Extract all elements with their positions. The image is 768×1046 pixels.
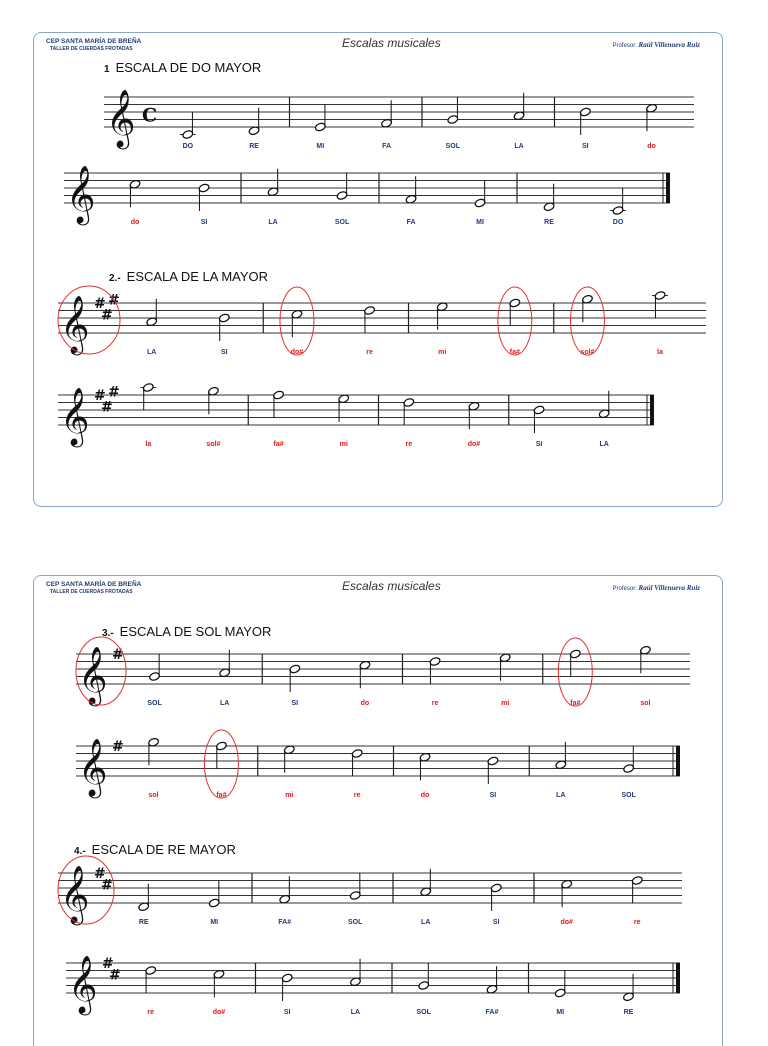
note-label: SOL bbox=[621, 792, 636, 799]
treble-clef: 𝄞 bbox=[106, 89, 136, 147]
highlight-circle bbox=[498, 287, 532, 355]
sheet-title: Escalas musicales bbox=[342, 579, 441, 593]
note-label: fa# bbox=[216, 792, 227, 799]
professor: Profesor: Raúl Villenueva Ruiz bbox=[612, 41, 700, 49]
time-signature: C bbox=[142, 104, 158, 127]
note-label: sol# bbox=[206, 441, 221, 448]
sharp-sign: # bbox=[112, 647, 124, 663]
note-label: mi bbox=[438, 349, 447, 356]
treble-clef: 𝄞 bbox=[66, 165, 96, 223]
note-label: RE bbox=[138, 919, 149, 926]
sharp-sign: # bbox=[109, 967, 121, 984]
staff-la-desc bbox=[56, 383, 661, 455]
professor: Profesor: Raúl Villenueva Ruiz bbox=[612, 584, 700, 592]
note-label: SI bbox=[489, 792, 497, 799]
note-label: LA bbox=[220, 700, 230, 707]
note-label: LA bbox=[421, 919, 431, 926]
note-label: FA bbox=[382, 143, 392, 150]
note-label: SI bbox=[582, 143, 589, 150]
sharp-sign: # bbox=[112, 739, 124, 755]
scale-title-do: 1 ESCALA DE DO MAYOR bbox=[104, 60, 262, 75]
note-label: DO bbox=[182, 143, 194, 150]
treble-clef: 𝄞 bbox=[78, 738, 108, 796]
note-label: SOL bbox=[147, 700, 162, 707]
final-bar-thick bbox=[650, 395, 654, 425]
note-label: LA bbox=[147, 349, 157, 356]
note-label: SOL bbox=[445, 143, 461, 150]
note-label: do# bbox=[212, 1009, 226, 1016]
scale-title-re: 4.- ESCALA DE RE MAYOR bbox=[74, 842, 236, 857]
sharp-sign: # bbox=[101, 399, 113, 416]
note-label: re bbox=[405, 441, 413, 448]
note-label: re bbox=[366, 349, 373, 356]
note-label: sol bbox=[640, 700, 651, 707]
note-label: do# bbox=[290, 349, 304, 356]
treble-clef: 𝄞 bbox=[68, 955, 98, 1013]
note-label: la bbox=[145, 441, 152, 448]
scale-title-sol: 3.- ESCALA DE SOL MAYOR bbox=[102, 624, 272, 639]
note-label: SI bbox=[492, 919, 500, 926]
worksheet-1 bbox=[33, 32, 723, 507]
staff-re-asc bbox=[56, 861, 686, 933]
staff-la-asc bbox=[56, 291, 711, 363]
school-name: CEP SANTA MARÍA DE BREÑA bbox=[46, 38, 142, 45]
workshop-name: TALLER DE CUERDAS FROTADAS bbox=[50, 46, 133, 52]
highlight-circle bbox=[204, 730, 238, 798]
note-label: SOL bbox=[416, 1009, 431, 1016]
note-label: sol# bbox=[580, 349, 595, 356]
note-label: SI bbox=[535, 441, 543, 448]
note-label: MI bbox=[476, 219, 484, 226]
sharp-sign: # bbox=[94, 296, 106, 312]
staff-do-desc bbox=[61, 163, 673, 233]
note-label: do bbox=[647, 143, 656, 150]
staff-re-desc bbox=[64, 951, 684, 1023]
note-label: LA bbox=[350, 1009, 361, 1016]
note-label: DO bbox=[612, 219, 624, 226]
sharp-sign: # bbox=[101, 877, 113, 894]
note-label: SOL bbox=[334, 219, 350, 226]
note-label: do# bbox=[560, 919, 573, 926]
note-label: re bbox=[147, 1009, 155, 1016]
school-name: CEP SANTA MARÍA DE BREÑA bbox=[46, 581, 142, 588]
note-label: do bbox=[420, 792, 430, 799]
sharp-sign: # bbox=[102, 956, 114, 972]
highlight-circle bbox=[280, 287, 314, 355]
note-label: fa# bbox=[570, 700, 581, 707]
final-bar-thick bbox=[666, 173, 670, 203]
note-label: mi bbox=[339, 441, 348, 448]
sharp-sign: # bbox=[101, 307, 113, 324]
treble-clef: 𝄞 bbox=[78, 646, 108, 704]
sharp-sign: # bbox=[94, 866, 106, 882]
note-label: MI bbox=[210, 919, 219, 926]
note-label: SOL bbox=[348, 919, 363, 926]
note-label: do bbox=[130, 219, 140, 226]
staff-do-asc bbox=[94, 89, 694, 159]
sheet-title: Escalas musicales bbox=[342, 36, 441, 50]
note-label: fa# bbox=[509, 349, 520, 356]
note-label: FA bbox=[406, 219, 416, 226]
note-label: LA bbox=[599, 441, 609, 448]
note-label: FA# bbox=[485, 1009, 499, 1016]
treble-clef: 𝄞 bbox=[60, 387, 90, 445]
note-label: SI bbox=[200, 219, 208, 226]
note-label: mi bbox=[501, 700, 510, 707]
staff-sol-asc bbox=[74, 642, 694, 714]
note-label: SI bbox=[283, 1009, 291, 1016]
note-label: SI bbox=[291, 700, 299, 707]
final-bar-thick bbox=[676, 746, 680, 776]
note-label: re bbox=[353, 792, 361, 799]
note-label: do# bbox=[467, 441, 481, 448]
note-label: LA bbox=[514, 143, 524, 150]
note-label: LA bbox=[556, 792, 566, 799]
workshop-name: TALLER DE CUERDAS FROTADAS bbox=[50, 589, 133, 595]
note-label: SI bbox=[220, 349, 228, 356]
treble-clef: 𝄞 bbox=[60, 865, 90, 923]
note-label: LA bbox=[268, 219, 278, 226]
note-label: MI bbox=[556, 1009, 565, 1016]
final-bar-thick bbox=[676, 963, 680, 993]
staff-sol-desc bbox=[74, 734, 686, 806]
note-label: do bbox=[360, 700, 370, 707]
note-label: FA# bbox=[278, 919, 292, 926]
sharp-sign: # bbox=[108, 384, 120, 401]
note-label: re bbox=[633, 919, 641, 926]
note-label: la bbox=[657, 349, 663, 356]
treble-clef: 𝄞 bbox=[60, 295, 90, 353]
note-label: RE bbox=[544, 219, 554, 226]
sharp-sign: # bbox=[94, 388, 106, 404]
scale-title-la: 2.- ESCALA DE LA MAYOR bbox=[109, 269, 269, 284]
highlight-circle bbox=[558, 638, 592, 706]
note-label: RE bbox=[623, 1009, 634, 1016]
note-label: fa# bbox=[273, 441, 284, 448]
note-label: mi bbox=[285, 792, 294, 799]
note-label: MI bbox=[316, 143, 325, 150]
worksheet-2 bbox=[33, 575, 723, 1046]
note-label: RE bbox=[249, 143, 259, 150]
sharp-sign: # bbox=[108, 292, 120, 309]
note-label: sol bbox=[148, 792, 159, 799]
note-label: re bbox=[431, 700, 439, 707]
